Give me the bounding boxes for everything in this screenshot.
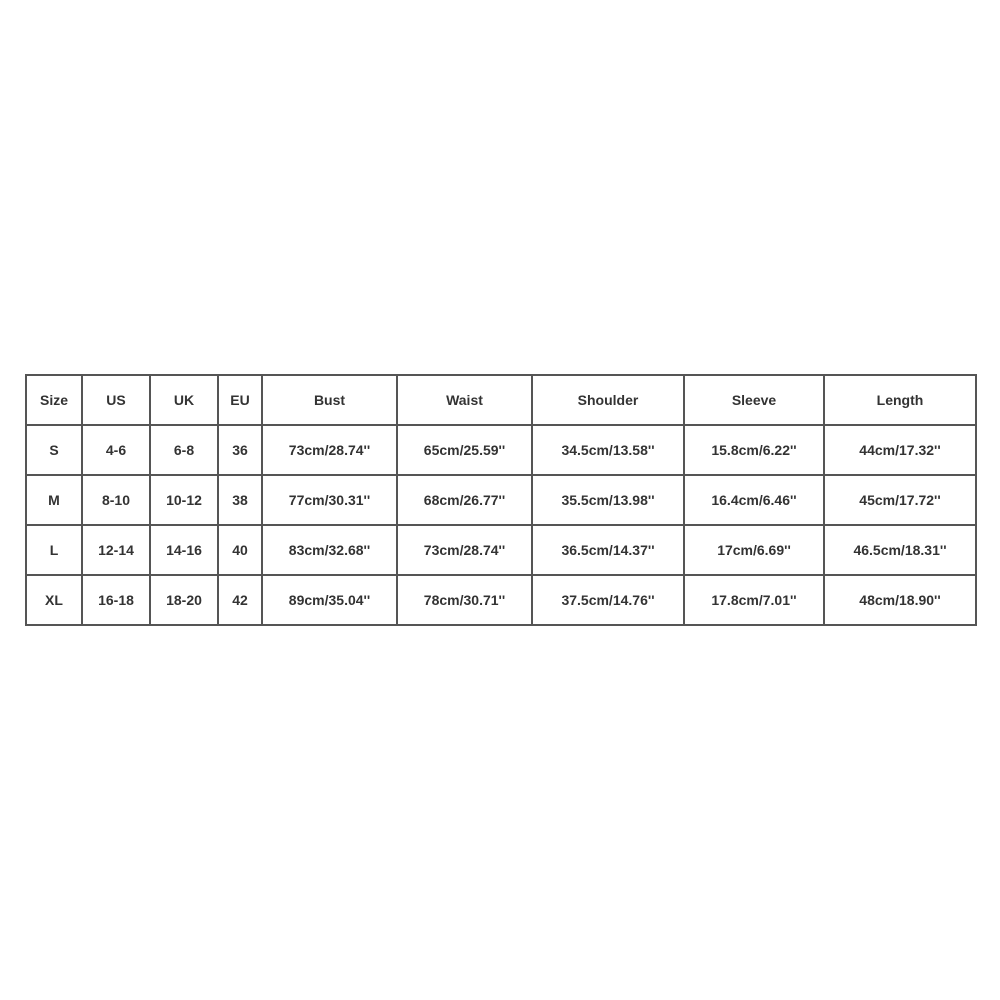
- table-cell: 12-14: [83, 526, 151, 576]
- table-cell: 65cm/25.59'': [398, 426, 533, 476]
- size-chart-table: [25, 374, 977, 626]
- table-row: [27, 476, 977, 526]
- table-cell: 83cm/32.68'': [263, 526, 398, 576]
- table-cell: 15.8cm/6.22'': [685, 426, 825, 476]
- table-cell: 45cm/17.72'': [825, 476, 977, 526]
- table-cell: 10-12: [151, 476, 219, 526]
- table-cell: 18-20: [151, 576, 219, 626]
- table-cell: 42: [219, 576, 263, 626]
- table-cell: 16-18: [83, 576, 151, 626]
- header-cell-us: US: [83, 376, 151, 426]
- table-row: [27, 526, 977, 576]
- header-cell-eu: EU: [219, 376, 263, 426]
- table-cell: 68cm/26.77'': [398, 476, 533, 526]
- header-cell-waist: Waist: [398, 376, 533, 426]
- table-cell: 17.8cm/7.01'': [685, 576, 825, 626]
- header-cell-sleeve: Sleeve: [685, 376, 825, 426]
- table-cell: 73cm/28.74'': [263, 426, 398, 476]
- header-cell-shoulder: Shoulder: [533, 376, 685, 426]
- table-cell: 36.5cm/14.37'': [533, 526, 685, 576]
- table-cell: 35.5cm/13.98'': [533, 476, 685, 526]
- table-cell: 38: [219, 476, 263, 526]
- table-row: [27, 576, 977, 626]
- table-cell: 44cm/17.32'': [825, 426, 977, 476]
- header-cell-length: Length: [825, 376, 977, 426]
- table-cell: 48cm/18.90'': [825, 576, 977, 626]
- table-cell: 8-10: [83, 476, 151, 526]
- table-cell: 17cm/6.69'': [685, 526, 825, 576]
- table-cell: 37.5cm/14.76'': [533, 576, 685, 626]
- table-cell: S: [27, 426, 83, 476]
- table-cell: 36: [219, 426, 263, 476]
- table-cell: 78cm/30.71'': [398, 576, 533, 626]
- table-cell: 4-6: [83, 426, 151, 476]
- table-cell: M: [27, 476, 83, 526]
- table-cell: 14-16: [151, 526, 219, 576]
- table-cell: 46.5cm/18.31'': [825, 526, 977, 576]
- header-cell-uk: UK: [151, 376, 219, 426]
- table-cell: 16.4cm/6.46'': [685, 476, 825, 526]
- table-cell: XL: [27, 576, 83, 626]
- table-row: [27, 426, 977, 476]
- table-cell: 89cm/35.04'': [263, 576, 398, 626]
- table-cell: 77cm/30.31'': [263, 476, 398, 526]
- table-cell: L: [27, 526, 83, 576]
- table-cell: 73cm/28.74'': [398, 526, 533, 576]
- header-cell-bust: Bust: [263, 376, 398, 426]
- table-header-row: [27, 376, 977, 426]
- table-cell: 6-8: [151, 426, 219, 476]
- table-cell: 34.5cm/13.58'': [533, 426, 685, 476]
- header-cell-size: Size: [27, 376, 83, 426]
- table-cell: 40: [219, 526, 263, 576]
